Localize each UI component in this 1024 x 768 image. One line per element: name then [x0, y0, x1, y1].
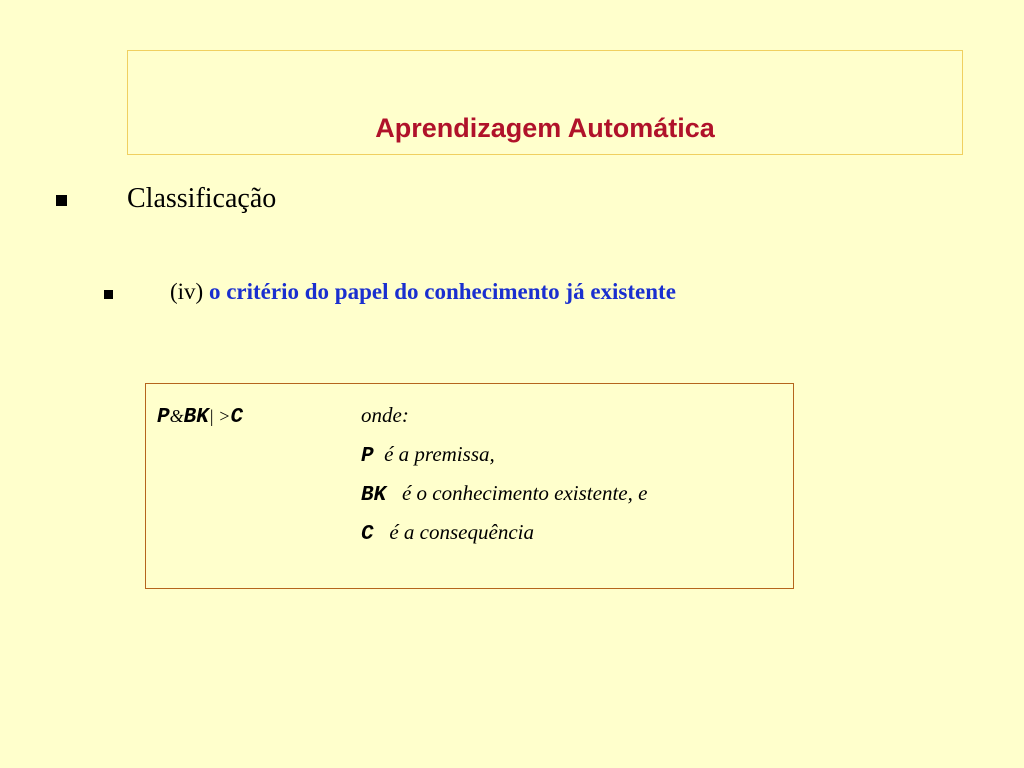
square-bullet-icon — [104, 290, 113, 299]
term-c-text: é a consequência — [389, 520, 534, 544]
bullet-emphasis: o critério do papel do conhecimento já existente — [208, 279, 676, 304]
definition-line-bk — [361, 480, 647, 509]
formula-bk: BK — [183, 406, 209, 429]
title-box — [127, 50, 963, 155]
slide-title: Aprendizagem Automática — [375, 113, 715, 143]
definition-box — [145, 383, 794, 589]
bullet-prefix: (iv) — [170, 279, 209, 304]
term-bk-text: é o conhecimento existente, e — [401, 481, 648, 505]
term-p-text: é a premissa, — [384, 442, 495, 466]
onde-label: onde: — [361, 403, 409, 427]
definition-line-p — [361, 441, 495, 470]
term-bk: BK — [361, 484, 387, 507]
term-p: P — [361, 445, 374, 468]
term-c: C — [361, 523, 374, 546]
bullet-classificacao: Classificação — [127, 183, 277, 214]
formula-p: P — [157, 406, 170, 429]
formula — [157, 402, 243, 431]
formula-op: | > — [208, 406, 231, 426]
formula-amp: & — [169, 406, 184, 426]
square-bullet-icon — [56, 195, 67, 206]
formula-c: C — [230, 406, 244, 429]
bullet-criterio — [170, 278, 676, 306]
definition-line-c — [361, 519, 534, 548]
